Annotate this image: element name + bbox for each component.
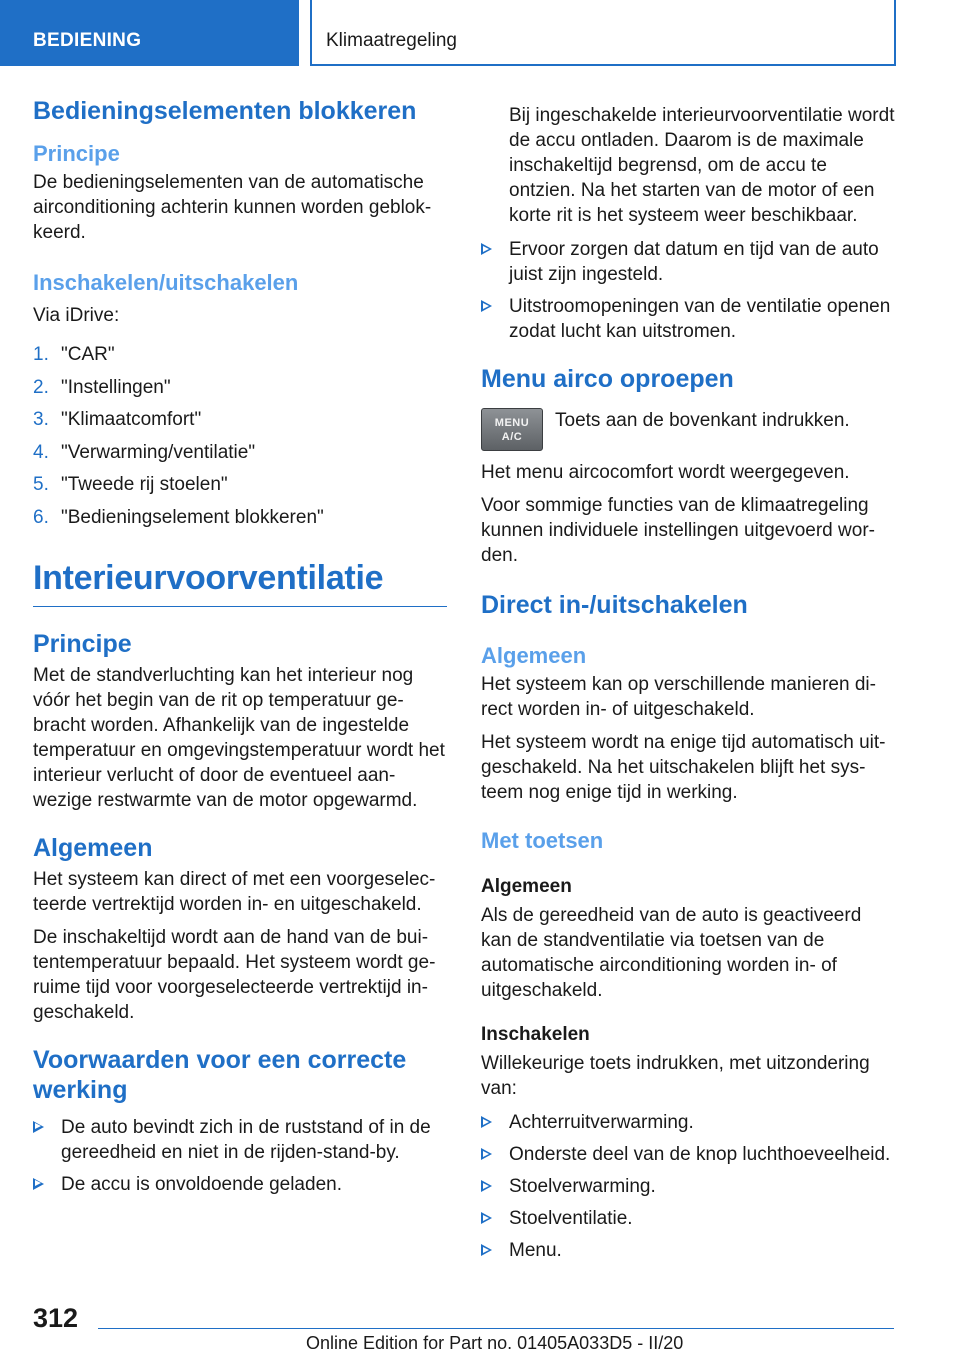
exceptions-list (481, 1110, 897, 1263)
heading-inschakelen: Inschakelen/uitschakelen (33, 270, 299, 295)
list-item: Onderste deel van de knop luchthoeveelheid. (481, 1142, 897, 1167)
heading-voorwaarden: Voorwaarden voor een correcte werking (33, 1045, 407, 1104)
list-item: 4. "Verwarming/ventilatie" (33, 441, 256, 463)
heading-principe-2: Principe (33, 629, 132, 658)
text-principe-2: Met de standverluchting kan het interieur nog vóór het begin van de rit op temperatuur gebracht worden. Afhankelijk van de ingestelde temperatuur en omgevingstemperatuur wordt het interieur verlucht of door de eventueel aanwezige restwarmte van de motor opgewarmd. (33, 664, 445, 811)
text-algemeen-2: De inschakeltijd wordt aan de hand van de buitentemperatuur bepaald. Het systeem wordt geruime tijd voor voorgeselecteerde vertrektijd ingeschakeld. (33, 926, 436, 1023)
triangle-bullet-icon (33, 1121, 44, 1133)
heading-block-controls: Bedieningselementen blokkeren (33, 97, 417, 125)
heading-algemeen: Algemeen (33, 833, 153, 862)
list-item: De auto bevindt zich in de ruststand of in de gereedheid en niet in de rijden-stand-by. (33, 1115, 447, 1165)
triangle-bullet-icon (481, 1212, 492, 1224)
text-principe-1: De bedieningselementen van de automatische airconditioning achterin kunnen worden geblokkeerd. (33, 172, 432, 243)
list-item: Ervoor zorgen dat datum en tijd van de auto juist zijn ingesteld. (481, 237, 897, 287)
triangle-bullet-icon (481, 1116, 492, 1128)
heading-direct: Direct in-/uitschakelen (481, 591, 748, 619)
heading-menu-airco: Menu airco oproepen (481, 365, 734, 393)
text-direct-2: Het systeem wordt na enige tijd automatisch uitgeschakeld. Na het uitschakelen blijft het systeem nog enige tijd in werking. (481, 732, 886, 803)
text-toetsen: Als de gereedheid van de auto is geactiveerd kan de standventilatie via toetsen van de automatische airconditioning worden in- of uitgeschakeld. (481, 905, 862, 1001)
heading-principe-1: Principe (33, 141, 120, 166)
footer-divider (98, 1328, 894, 1329)
text-menu-1: Het menu aircocomfort wordt weergegeven. (481, 462, 850, 483)
list-item: 3. "Klimaatcomfort" (33, 409, 202, 430)
text-inschakelen: Willekeurige toets indrukken, met uitzondering van: (481, 1053, 870, 1099)
menu-ac-button-icon: MENU A/C (481, 408, 543, 451)
list-item: Uitstroomopeningen van de ventilatie openen zodat lucht kan uitstromen. (481, 294, 897, 344)
footer-edition: Online Edition for Part no. 01405A033D5 - II/20 (306, 1333, 684, 1353)
check-list (481, 237, 897, 344)
text-via-idrive: Via iDrive: (33, 305, 120, 326)
text-battery-note: Bij ingeschakelde interieurvoorventilatie wordt de accu ontladen. Daarom is de maximale inschakeltijd begrensd, om de accu te ontzien. Na het starten van de motor of een korte rit is het systeem weer beschikbaar. (509, 105, 895, 226)
voorwaarden-list (33, 1115, 447, 1197)
list-item: 6. "Bedieningselement blokkeren" (33, 506, 324, 528)
chapter-title: Klimaatregeling (326, 30, 457, 51)
list-item: 5. "Tweede rij stoelen" (33, 474, 228, 495)
list-item: Achterruitverwarming. (481, 1110, 897, 1135)
subheading-algemeen: Algemeen (481, 876, 572, 897)
chapter-tab (310, 0, 896, 66)
page-header (0, 0, 960, 66)
text-direct-1: Het systeem kan op verschillende manieren direct worden in- of uitgeschakeld. (481, 674, 876, 720)
triangle-bullet-icon (481, 300, 492, 312)
triangle-bullet-icon (481, 1244, 492, 1256)
menu-button-row (481, 408, 897, 454)
list-item: De accu is onvoldoende geladen. (33, 1172, 447, 1197)
idrive-steps-list (33, 342, 447, 530)
list-item: 1. "CAR" (33, 344, 115, 365)
text-menu-2: Voor sommige functies van de klimaatregeling kunnen individuele instellingen uitgevoerd worden. (481, 495, 875, 566)
list-item: Stoelventilatie. (481, 1206, 897, 1231)
heading-interieurvoorventilatie: Interieurvoorventilatie (33, 558, 447, 607)
triangle-bullet-icon (481, 243, 492, 255)
section-title: BEDIENING (33, 30, 142, 51)
heading-met-toetsen: Met toetsen (481, 828, 604, 853)
section-tab (0, 0, 299, 66)
triangle-bullet-icon (33, 1178, 44, 1190)
right-column (481, 103, 897, 1270)
triangle-bullet-icon (481, 1148, 492, 1160)
text-algemeen-1: Het systeem kan direct of met een voorgeselecteerde vertrektijd worden in- en uitgeschakeld. (33, 868, 436, 915)
text-menu-instruction: Toets aan de bovenkant indrukken. (555, 410, 850, 431)
triangle-bullet-icon (481, 1180, 492, 1192)
list-item: 2. "Instellingen" (33, 376, 171, 398)
left-column (33, 96, 447, 1204)
list-item: Menu. (481, 1238, 897, 1263)
heading-algemeen-right: Algemeen (481, 643, 587, 668)
page-number: 312 (33, 1303, 79, 1333)
subheading-inschakelen: Inschakelen (481, 1024, 590, 1045)
list-item: Stoelverwarming. (481, 1174, 897, 1199)
